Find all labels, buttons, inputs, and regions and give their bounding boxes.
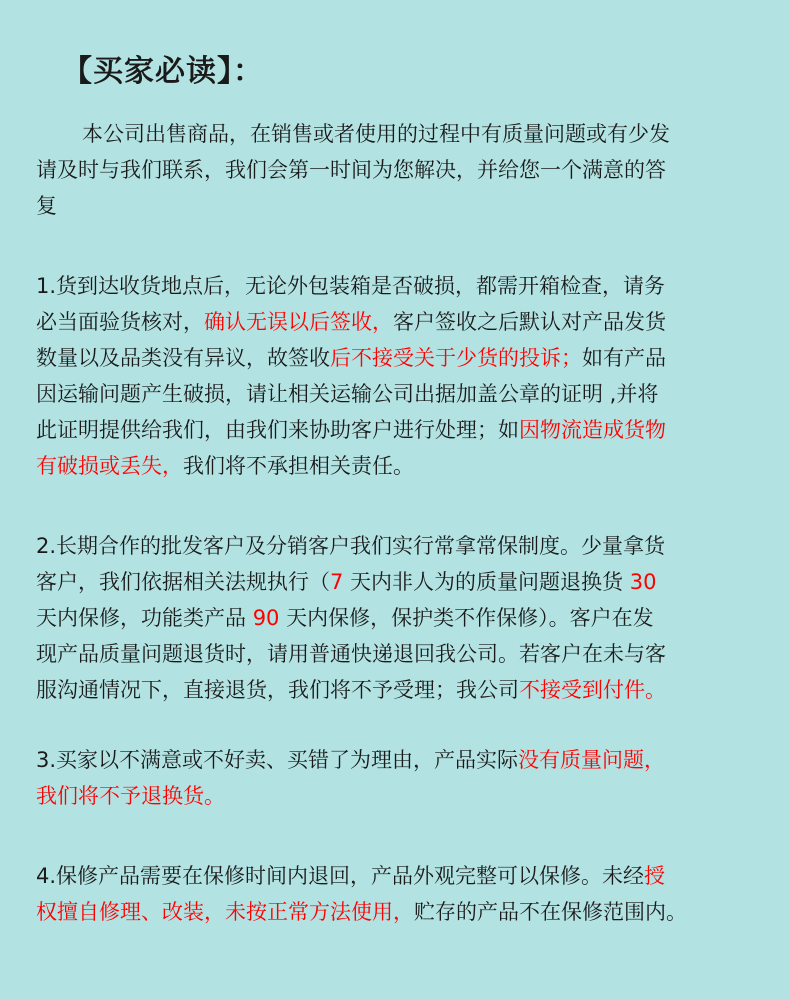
rule-1-line-6 — [36, 448, 756, 484]
rule-4-highlight: 授 — [644, 864, 666, 888]
rule-2-line-5 — [36, 672, 756, 708]
rule-2-days-number: 30 — [629, 570, 657, 594]
rule-2-line-2 — [36, 564, 756, 600]
intro-line-3: 复 — [36, 194, 57, 218]
rule-1-highlight: 因物流造成货物 — [519, 418, 666, 442]
rule-2-text: 客户，我们依据相关法规执行（ — [36, 570, 330, 594]
rule-1-text: 如有产品 — [582, 346, 666, 370]
page-title: 【买家必读】： — [62, 54, 264, 89]
rule-1-text: 此证明提供给我们，由我们来协助客户进行处理；如 — [36, 418, 519, 442]
rule-4-text: 4.保修产品需要在保修时间内退回，产品外观完整可以保修。未经 — [36, 864, 645, 888]
rule-1-paragraph — [36, 268, 756, 484]
rule-1-text: 我们将不承担相关责任。 — [183, 454, 414, 478]
rule-1-text: 必当面验货核对， — [36, 310, 204, 334]
rule-2-text: 天内保修，保护类不作保修）。客户在发 — [279, 606, 654, 630]
rule-2-line-3 — [36, 600, 756, 636]
rule-2-days-number: 90 — [252, 606, 280, 630]
rule-4-line-1 — [36, 858, 756, 894]
rule-1-line-3 — [36, 340, 756, 376]
rule-1-line-5 — [36, 412, 756, 448]
rule-2-paragraph — [36, 528, 756, 708]
rule-1-highlight: 确认无误以后签收， — [204, 310, 393, 334]
rule-2-text: 服沟通情况下，直接退货，我们将不予受理；我公司 — [36, 678, 519, 702]
rule-1-text: 客户签收之后默认对产品发货 — [393, 310, 666, 334]
rule-1-highlight: 后不接受关于少货的投诉； — [330, 346, 582, 370]
rule-2-text: 天内保修，功能类产品 — [36, 606, 253, 630]
intro-paragraph — [36, 116, 756, 224]
rule-4-paragraph — [36, 858, 756, 930]
rule-1-line-2 — [36, 304, 756, 340]
rule-3-line-2: 我们将不予退换货。 — [36, 784, 225, 808]
rule-2-highlight: 不接受到付件。 — [519, 678, 666, 702]
rule-2-days-number: 7 — [330, 570, 344, 594]
rule-3-highlight: 没有质量问题， — [518, 748, 666, 772]
rule-1-highlight: 有破损或丢失， — [36, 454, 183, 478]
rule-3-paragraph — [36, 742, 756, 814]
rule-2-line-4: 现产品质量问题退货时，请用普通快递退回我公司。若客户在未与客 — [36, 642, 666, 666]
rule-4-line-2 — [36, 894, 756, 930]
rule-4-text: 贮存的产品不在保修范围内。 — [414, 900, 687, 924]
intro-line-2: 请及时与我们联系，我们会第一时间为您解决，并给您一个满意的答 — [36, 158, 666, 182]
rule-1-line-1: 1.货到达收货地点后，无论外包装箱是否破损，都需开箱检查，请务 — [36, 274, 666, 298]
rule-3-line-1 — [36, 742, 756, 778]
rule-2-text: 天内非人为的质量问题退换货 — [343, 570, 630, 594]
rule-1-text: 数量以及品类没有异议，故签收 — [36, 346, 330, 370]
rule-3-text: 3.买家以不满意或不好卖、买错了为理由，产品实际 — [36, 748, 519, 772]
rule-1-line-4: 因运输问题产生破损，请让相关运输公司出据加盖公章的证明 ,并将 — [36, 382, 659, 406]
intro-line-1: 本公司出售商品，在销售或者使用的过程中有质量问题或有少发 — [82, 122, 670, 146]
rule-2-line-1: 2.长期合作的批发客户及分销客户我们实行常拿常保制度。少量拿货 — [36, 534, 666, 558]
rule-4-highlight: 权擅自修理、改装，未按正常方法使用， — [36, 900, 414, 924]
